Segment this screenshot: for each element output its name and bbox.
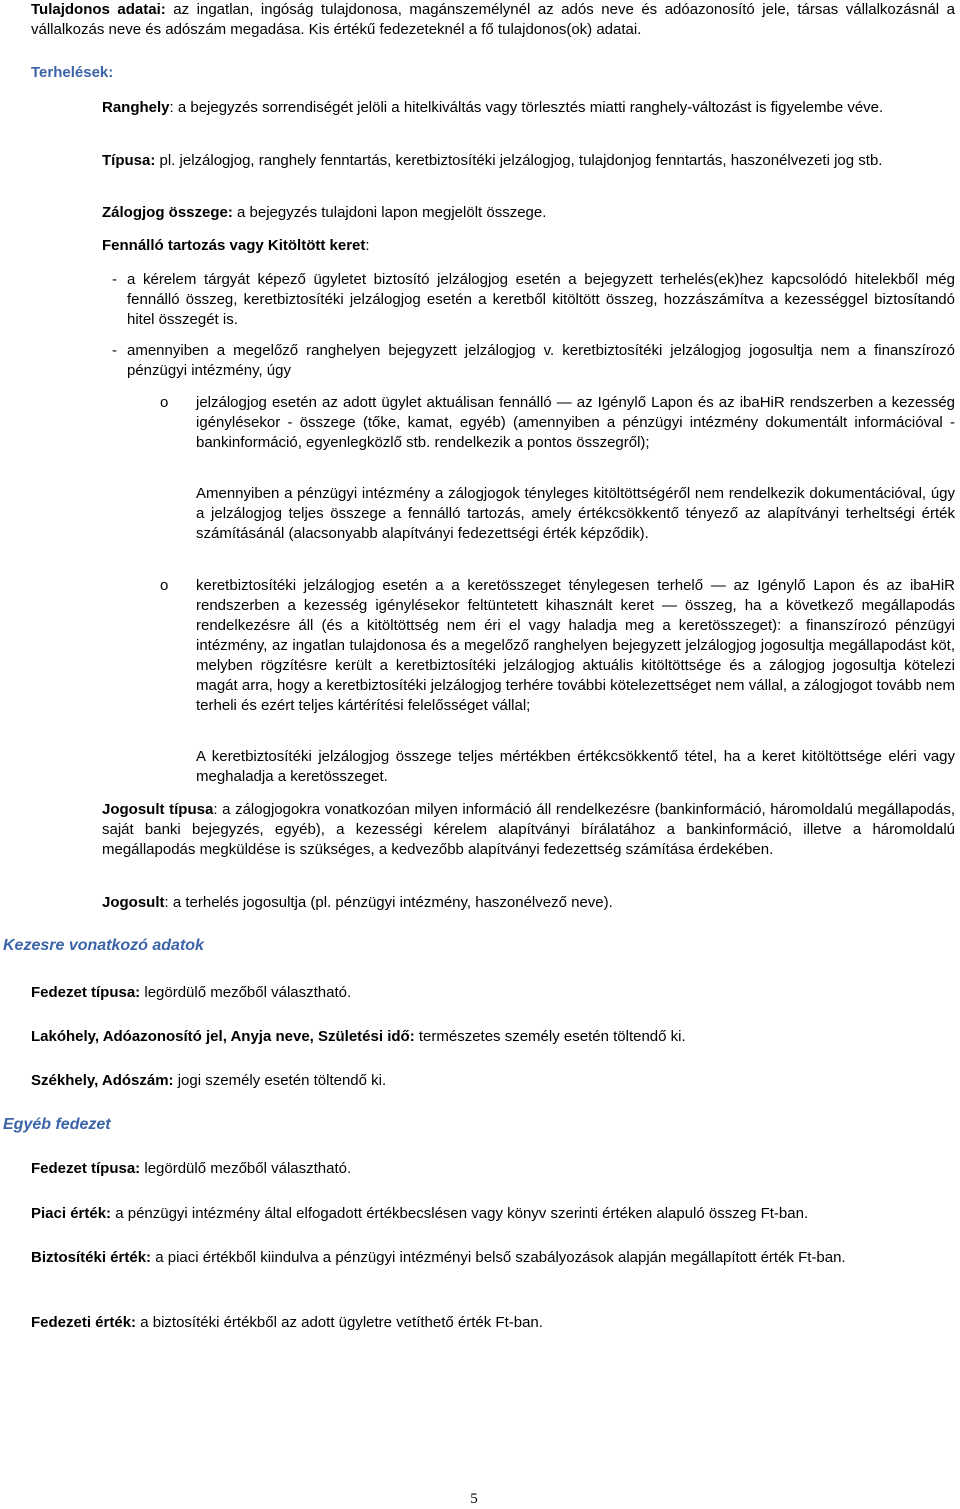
insurance-value-label: Biztosítéki érték: xyxy=(31,1249,152,1266)
owner-label: Tulajdonos adatai: xyxy=(31,1,166,18)
other-coll-type xyxy=(31,1159,955,1179)
holder-paragraph xyxy=(102,893,955,913)
owner-paragraph xyxy=(31,0,955,40)
dash-item-1: a kérelem tárgyát képező ügyletet biztosító jelzálogjog esetén a bejegyzett terhelés(ek)hez kapcsolódó hitelekből még fennálló összeg, keretbiztosítéki jelzálogjog esetén a keretből kitöltött összeg, hozzászámítva a kezességgel biztosítandó hitel összegét is. xyxy=(127,271,955,328)
guarantor-coll-type xyxy=(31,983,955,1003)
market-value-label: Piaci érték: xyxy=(31,1205,112,1222)
coverage-value-text: a biztosítéki értékből az adott ügyletre vetíthető érték Ft-ban. xyxy=(136,1314,543,1331)
type-label: Típusa: xyxy=(102,152,156,169)
type-text: pl. jelzálogjog, ranghely fenntartás, keretbiztosítéki jelzálogjog, tulajdonjog fenntartás, haszonélvezeti jog stb. xyxy=(155,152,883,169)
guarantor-company-text: jogi személy esetén töltendő ki. xyxy=(173,1072,387,1089)
holder-label: Jogosult xyxy=(102,894,165,911)
lien-label: Zálogjog összege: xyxy=(102,204,233,221)
bullet-item-1: jelzálogjog esetén az adott ügylet aktuálisan fennálló — az Igénylő Lapon és az ibaHiR rendszerben a kezesség igénylésekor - összege (tőke, kamat, egyéb) (amennyiben a pénzügyi intézmény dokumentált információval - bankinformáció, egyenlegközlő stb. rendelkezik a pontos összegről); xyxy=(196,394,955,451)
guarantor-personal-text: természetes személy esetén töltendő ki. xyxy=(414,1028,686,1045)
guarantor-personal xyxy=(31,1027,955,1047)
guarantor-coll-type-label: Fedezet típusa: xyxy=(31,984,141,1001)
lien-paragraph xyxy=(102,203,955,223)
market-value xyxy=(31,1204,955,1224)
bullet-item-2-note: A keretbiztosítéki jelzálogjog összege teljes mértékben értékcsökkentő tétel, ha a keret kitöltöttsége eléri vagy meghaladja a keretösszeget. xyxy=(196,748,955,785)
insurance-value-text: a piaci értékből kiindulva a pénzügyi intézményi belső szabályozások alapján megállapított érték Ft-ban. xyxy=(151,1249,846,1266)
coverage-value xyxy=(31,1313,955,1333)
market-value-text: a pénzügyi intézmény által elfogadott értékbecslésen vagy könyv szerinti értéken alapuló összeg Ft-ban. xyxy=(111,1205,809,1222)
guarantor-personal-label: Lakóhely, Adóazonosító jel, Anyja neve, Születési idő: xyxy=(31,1028,415,1045)
dash-marker: - xyxy=(112,342,117,359)
bullet-marker: o xyxy=(160,394,169,411)
lien-text: a bejegyzés tulajdoni lapon megjelölt összege. xyxy=(232,204,547,221)
holder-type-paragraph xyxy=(102,800,955,860)
rank-paragraph xyxy=(102,98,955,118)
other-collateral-heading: Egyéb fedezet xyxy=(3,1116,111,1133)
holder-text: : a terhelés jogosultja (pl. pénzügyi intézmény, haszonélvező neve). xyxy=(164,894,613,911)
outstanding-label: Fennálló tartozás vagy Kitöltött keret xyxy=(102,237,366,254)
rank-text: : a bejegyzés sorrendiségét jelöli a hitelkiváltás vagy törlesztés miatti ranghely-változást is figyelembe véve. xyxy=(169,99,884,116)
guarantor-coll-type-text: legördülő mezőből választható. xyxy=(140,984,352,1001)
coverage-value-label: Fedezeti érték: xyxy=(31,1314,137,1331)
encumbrances-title: Terhelések: xyxy=(31,64,114,81)
rank-label: Ranghely xyxy=(102,99,170,116)
type-paragraph xyxy=(102,151,955,171)
holder-type-text: : a zálogjogokra vonatkozóan milyen információ áll rendelkezésre (bankinformáció, háromoldalú megállapodás, saját banki bejegyzés, egyéb), a kezességi kérelem alapítványi bírálatához a bankinformáció, illetve a háromoldalú megállapodás megküldése is szükséges, a kedvezőbb alapítványi fedezettség számítása érdekében. xyxy=(102,801,955,858)
other-coll-type-text: legördülő mezőből választható. xyxy=(140,1160,352,1177)
page-number: 5 xyxy=(470,1491,478,1507)
dash-marker: - xyxy=(112,271,117,288)
bullet-marker: o xyxy=(160,577,169,594)
bullet-item-1-note: Amennyiben a pénzügyi intézmény a zálogjogok tényleges kitöltöttségéről nem rendelkezik dokumentációval, úgy a jelzálogjog teljes összege a fennálló tartozás, amely értékcsökkentő tényező az alapítványi terheltségi érték számításánál (alacsonyabb alapítványi fedezettségi érték képződik). xyxy=(196,485,955,542)
dash-item-2: amennyiben a megelőző ranghelyen bejegyzett jelzálogjog v. keretbiztosítéki jelzálogjog jogosultja nem a finanszírozó pénzügyi intézmény, úgy xyxy=(127,342,955,379)
owner-text: az ingatlan, ingóság tulajdonosa, magánszemélynél az adós neve és adóazonosító jele, társas vállalkozásnál a vállalkozás neve és adószám megadása. Kis értékű fedezeteknél a fő tulajdonos(ok) adatai. xyxy=(31,1,955,38)
guarantor-company xyxy=(31,1071,955,1091)
other-coll-type-label: Fedezet típusa: xyxy=(31,1160,141,1177)
outstanding-colon: : xyxy=(365,237,370,254)
guarantor-company-label: Székhely, Adószám: xyxy=(31,1072,174,1089)
holder-type-label: Jogosult típusa xyxy=(102,801,214,818)
bullet-item-2: keretbiztosítéki jelzálogjog esetén a a keretösszeget ténylegesen terhelő — az Igénylő Lapon és az ibaHiR rendszerben a kezesség igénylésekor feltüntetett kihasznált keret — összeg, ha a következő megállapodás rendelkezésre áll (és a kitöltöttség nem éri el vagy haladja meg a keretösszeget): a finanszírozó pénzügyi intézmény, az ingatlan tulajdonosa és a megelőző ranghelyen bejegyzett jelzálogjog jogosultja megállapodást köt, melyben rögzítésre került a keretbiztosítéki jelzálogjog aktuális kitöltöttsége és a zálogjog jogosultja kötelezi magát arra, hogy a keretbiztosítéki jelzálogjog terhére további kötelezettséget nem vállal, a zálogjogot tovább nem terheli és ezért teljes kártérítési felelősséget vállal; xyxy=(196,577,955,714)
insurance-value xyxy=(31,1248,955,1268)
guarantor-heading: Kezesre vonatkozó adatok xyxy=(3,937,204,954)
outstanding-paragraph xyxy=(102,236,955,256)
